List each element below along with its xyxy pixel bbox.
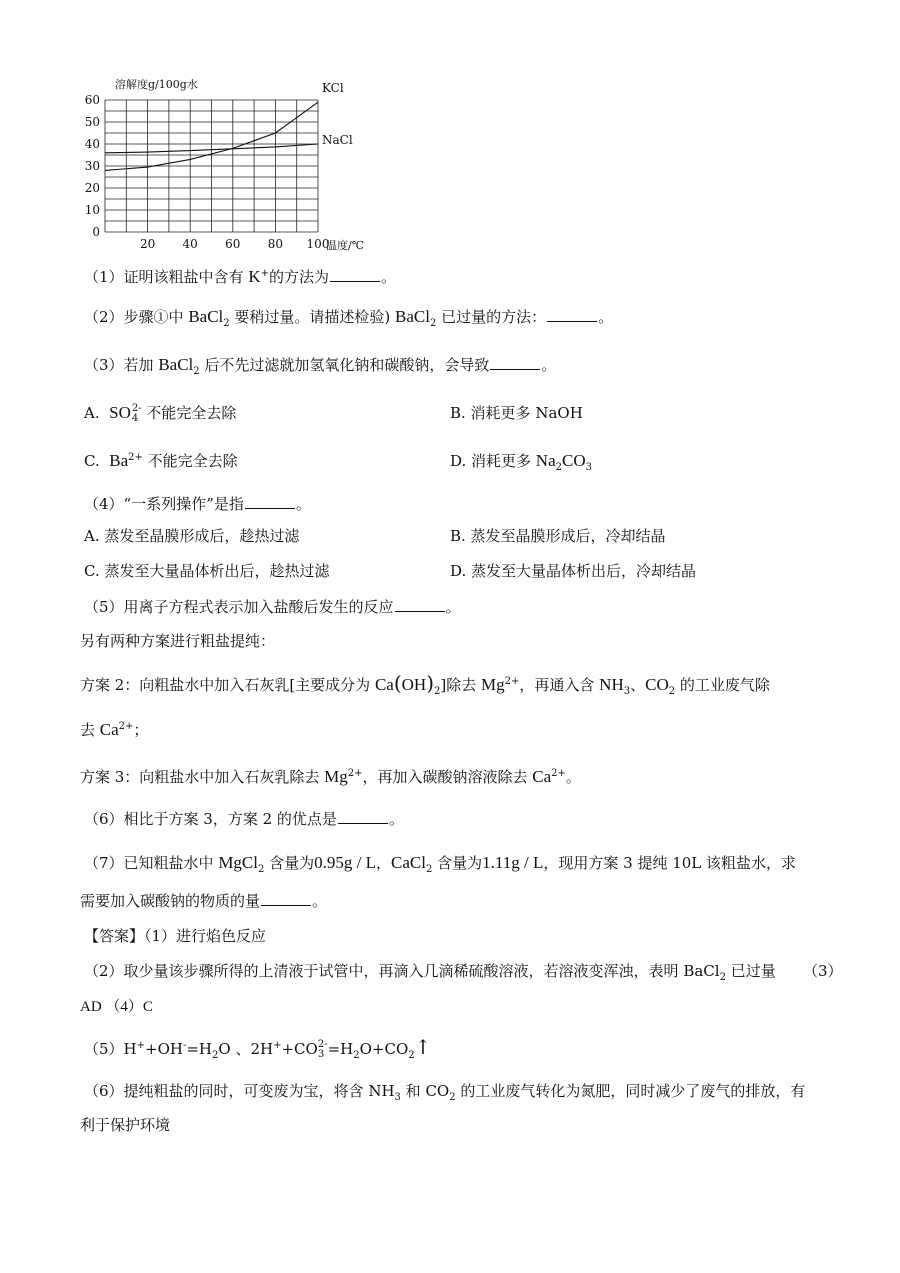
plan3-mg: Mg: [324, 767, 348, 786]
q3-text-2: 后不先过滤就加氢氧化钠和碳酸钠，会导致: [199, 356, 490, 374]
option-c-formula: Ba: [109, 451, 129, 470]
q3-option-a[interactable]: [84, 402, 236, 424]
right-paren: ): [426, 671, 435, 695]
q2-text: （2）步骤①中: [84, 308, 189, 326]
option-a-charge: 2-: [131, 403, 142, 414]
option-a-text: A. 蒸发至晶膜形成后，趁热过滤: [84, 527, 300, 545]
q7-value-2: 1.11g / L: [482, 853, 544, 872]
a5-sub3: 2: [353, 1050, 360, 1061]
a5-t1: +OH: [145, 1040, 183, 1058]
a5-t6: O+CO: [359, 1040, 409, 1058]
answer-1: [84, 925, 266, 947]
x-tick-label: 80: [267, 237, 284, 251]
q2-formula-1: BaCl: [188, 307, 224, 326]
q4-end: 。: [295, 495, 311, 513]
plan2-sep: 、: [630, 676, 646, 694]
option-d-sub-2: 3: [585, 462, 592, 473]
a5-sup1: +: [136, 1040, 146, 1051]
y-tick-label: 20: [84, 181, 100, 195]
q1-end: 。: [381, 268, 397, 286]
q1-ion: K: [248, 267, 261, 286]
q2-text-3: 已过量的方法：: [436, 308, 547, 326]
q3-formula: BaCl: [158, 355, 194, 374]
q6-answer-blank[interactable]: [338, 809, 388, 824]
question-5: [84, 596, 461, 618]
y-tick-label: 50: [84, 115, 100, 129]
a5-t0: （5）H: [84, 1040, 137, 1058]
x-tick-label: 20: [139, 237, 156, 251]
q7-text-2: 含量为: [264, 854, 315, 872]
plan3-text-2: ，再加入碳酸钠溶液除去: [362, 768, 533, 786]
answer-2-sub: 2: [719, 972, 726, 983]
y-axis-label: 溶解度g/100g水: [115, 78, 198, 91]
q2-formula-1-sub: 2: [223, 318, 230, 329]
question-6: [84, 808, 404, 830]
option-b-text: B. 蒸发至晶膜形成后，冷却结晶: [450, 527, 666, 545]
a6-line2: 利于保护环境: [80, 1116, 171, 1134]
option-a-formula: SO: [109, 403, 131, 422]
plan-2-line-2: [80, 719, 148, 741]
y-tick-label: 60: [84, 93, 100, 107]
q2-end: 。: [598, 308, 614, 326]
q1-text: （1）证明该粗盐中含有: [84, 268, 249, 286]
plan2-oh-sub: 2: [434, 686, 441, 697]
plan2-ca2: Ca: [99, 720, 119, 739]
option-c-text: C. 蒸发至大量晶体析出后，趁热过滤: [84, 562, 330, 580]
option-d-sub-1: 2: [555, 462, 562, 473]
solubility-chart-svg: [78, 70, 378, 256]
q6-end: 。: [388, 810, 404, 828]
q7-text: （7）已知粗盐水中: [84, 854, 219, 872]
q7-cacl: CaCl: [391, 853, 426, 872]
x-tick-label: 100: [306, 237, 330, 251]
plan2-end: ；: [133, 721, 149, 739]
plan2-nh-sub: 3: [623, 686, 631, 697]
q5-answer-blank[interactable]: [395, 597, 445, 612]
plan2-ca2-charge: 2+: [118, 721, 134, 732]
answer-3-4: [80, 996, 153, 1018]
option-c-charge: 2+: [128, 452, 143, 463]
q3-answer-blank[interactable]: [490, 355, 540, 370]
x-tick-label: 40: [182, 237, 198, 251]
a6-post: 的工业废气转化为氮肥，同时减少了废气的排放，有: [455, 1082, 806, 1100]
answer-3-label-text: （3）: [803, 962, 843, 980]
q7-text-5: ，现用方案 3 提纯 10L 该粗盐水，求: [543, 854, 797, 872]
plan2-text-2: ]除去: [440, 676, 482, 694]
question-2: [84, 306, 613, 328]
q4-option-d[interactable]: [450, 560, 696, 582]
question-4: [84, 493, 311, 515]
q4-option-b[interactable]: [450, 525, 666, 547]
q1-ion-charge: +: [260, 268, 269, 279]
q1-text-2: 的方法为: [269, 268, 330, 286]
a5-sup3: +: [273, 1040, 282, 1051]
plan-2-line-1: [80, 672, 770, 696]
answer-3-label: [803, 960, 843, 982]
a5-sub2: 3: [317, 1049, 325, 1060]
y-tick-label: 10: [84, 203, 100, 217]
solubility-chart: [78, 70, 378, 256]
q7-text-6: 需要加入碳酸钠的物质的量: [80, 892, 261, 910]
series-label-kcl: KCl: [322, 81, 344, 96]
plan3-ca-charge: 2+: [551, 768, 566, 779]
q3-option-b[interactable]: [450, 402, 583, 424]
plan2-text-4: 的工业废气除: [675, 676, 770, 694]
question-1: [84, 266, 396, 288]
q7-end: 。: [312, 892, 328, 910]
q1-answer-blank[interactable]: [330, 267, 380, 282]
x-tick-label: 60: [225, 237, 241, 251]
answer-5: [84, 1036, 431, 1060]
option-c-text: 不能完全去除: [142, 452, 238, 470]
q2-text-2: 要稍过量。请描述检验): [229, 308, 396, 326]
q3-option-d[interactable]: [450, 450, 592, 472]
answer-2-end: 已过量: [725, 962, 776, 980]
gas-arrow-icon: ↑: [414, 1035, 432, 1059]
q3-option-c[interactable]: [84, 450, 238, 472]
y-tick-label: 0: [92, 225, 100, 239]
a5-sup2: -: [182, 1040, 187, 1051]
plan2-nh: NH: [599, 675, 624, 694]
a5-t5: =H: [327, 1040, 354, 1058]
q3-end: 。: [541, 356, 557, 374]
q6-text: （6）相比于方案 3，方案 2 的优点是: [84, 810, 337, 828]
q4-option-a[interactable]: [84, 525, 299, 547]
plan2-text-3: ，再通入含: [519, 676, 600, 694]
a5-t2: =H: [186, 1040, 213, 1058]
option-d-text: D. 蒸发至大量晶体析出后，冷却结晶: [450, 562, 697, 580]
answer-2: [84, 960, 776, 982]
answer-1-text: （1）进行焰色反应: [144, 927, 267, 945]
x-axis-label: 温度/℃: [326, 239, 365, 252]
series-label-nacl: NaCl: [322, 133, 353, 147]
a6-sub2: 2: [449, 1092, 456, 1103]
plans-intro: [80, 630, 275, 652]
q4-answer-blank[interactable]: [245, 494, 295, 509]
a6-text: （6）提纯粗盐的同时，可变废为宝，将含 NH: [84, 1082, 395, 1100]
q2-formula-2-sub: 2: [429, 318, 437, 329]
plan2-mg-charge: 2+: [504, 676, 520, 687]
plan3-end: 。: [565, 768, 581, 786]
plan3-text: 方案 3：向粗盐水中加入石灰乳除去: [80, 768, 325, 786]
question-7-line-1: [84, 852, 796, 874]
q7-cacl-sub: 2: [425, 864, 433, 875]
q7-answer-blank[interactable]: [261, 891, 311, 906]
q5-text: （5）用离子方程式表示加入盐酸后发生的反应: [84, 598, 394, 616]
plan2-co: CO: [645, 675, 669, 694]
plan2-text-5: 去: [80, 721, 100, 739]
a5-sup4: 2-: [317, 1039, 328, 1050]
plan-3: [80, 766, 581, 788]
q5-end: 。: [445, 598, 461, 616]
option-a-sub: 4: [131, 413, 139, 424]
left-paren: (: [393, 671, 402, 695]
plan3-ca: Ca: [532, 767, 552, 786]
option-a-text: 不能完全去除: [141, 404, 237, 422]
q7-value-1: 0.95g / L: [314, 853, 377, 872]
plans-intro-text: 另有两种方案进行粗盐提纯：: [80, 632, 276, 650]
answer-6-line-1: [84, 1080, 805, 1102]
q3-formula-sub: 2: [193, 366, 200, 377]
q7-mgcl: MgCl: [218, 853, 258, 872]
option-letter: A.: [84, 404, 100, 422]
plan2-ca: Ca: [374, 675, 394, 694]
option-b-text: B. 消耗更多 NaOH: [450, 404, 583, 422]
plan2-co-sub: 2: [668, 686, 676, 697]
question-7-line-2: [80, 890, 327, 912]
answer-label: 【答案】: [84, 927, 145, 945]
plan2-text: 方案 2：向粗盐水中加入石灰乳[主要成分为: [80, 676, 375, 694]
a5-t3: O 、2H: [218, 1040, 274, 1058]
a5-sub1: 2: [212, 1050, 219, 1061]
y-tick-label: 40: [84, 137, 100, 151]
q7-mgcl-sub: 2: [258, 864, 265, 875]
q4-text: （4）“一系列操作”是指: [84, 495, 244, 513]
answer-6-line-2: [80, 1114, 170, 1136]
option-d-formula-1: Na: [535, 451, 556, 470]
a5-t4: +CO: [281, 1040, 318, 1058]
plan3-mg-charge: 2+: [347, 768, 363, 779]
option-d-formula-2: CO: [562, 451, 586, 470]
q2-answer-blank[interactable]: [547, 307, 597, 322]
q3-text: （3）若加: [84, 356, 159, 374]
q7-text-4: 含量为: [432, 854, 483, 872]
question-3: [84, 354, 556, 376]
a6-sub1: 3: [394, 1092, 401, 1103]
plan2-mg: Mg: [481, 675, 505, 694]
q2-formula-2: BaCl: [395, 307, 430, 326]
a6-mid: 和 CO: [400, 1082, 450, 1100]
plan2-oh: OH: [401, 675, 427, 694]
y-tick-label: 30: [84, 159, 100, 173]
q7-text-3: ，: [376, 854, 392, 872]
option-letter: C.: [84, 452, 100, 470]
a5-sub4: 2: [408, 1050, 415, 1061]
answer-3-4-text: AD （4）C: [80, 999, 153, 1015]
q4-option-c[interactable]: [84, 560, 329, 582]
answer-2-text: （2）取少量该步骤所得的上清液于试管中，再滴入几滴稀硫酸溶液，若溶液变浑浊，表明 BaCl: [84, 962, 720, 980]
option-d-text: D. 消耗更多: [450, 452, 536, 470]
